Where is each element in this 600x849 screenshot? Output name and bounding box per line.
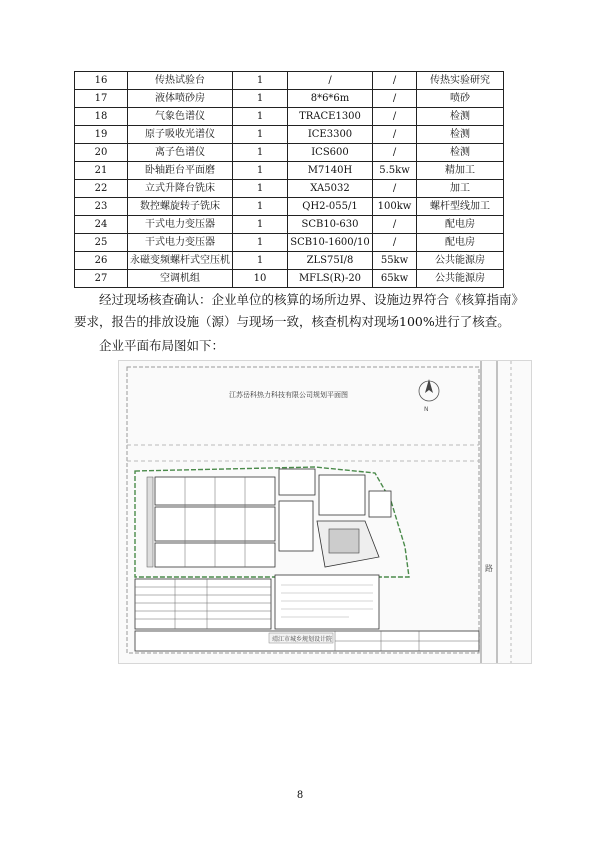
quantity-cell: 1 [233,126,288,144]
equipment-name-cell: 原子吸收光谱仪 [128,126,233,144]
row-number-cell: 20 [75,144,128,162]
purpose-cell: 公共能源房 [417,270,504,288]
quantity-cell: 1 [233,216,288,234]
table-row [75,180,504,198]
power-cell: / [373,126,417,144]
equipment-name-cell: 干式电力变压器 [128,234,233,252]
table-row [75,270,504,288]
row-number-cell: 22 [75,180,128,198]
row-number-cell: 24 [75,216,128,234]
purpose-cell: 传热实验研究 [417,72,504,90]
row-number-cell: 17 [75,90,128,108]
model-spec-cell: QH2-055/1 [288,198,373,216]
table-row [75,252,504,270]
equipment-table-body [75,72,504,288]
table-row [75,90,504,108]
model-spec-cell: ICS600 [288,144,373,162]
power-cell: 5.5kw [373,162,417,180]
site-plan-title: 江苏岳科热力科技有限公司规划平面图 [229,391,348,399]
quantity-cell: 1 [233,108,288,126]
equipment-name-cell: 立式升降台铣床 [128,180,233,198]
quantity-cell: 1 [233,234,288,252]
model-spec-cell: M7140H [288,162,373,180]
model-spec-cell: MFLS(R)-20 [288,270,373,288]
row-number-cell: 18 [75,108,128,126]
model-spec-cell: / [288,72,373,90]
model-spec-cell: SCB10-630 [288,216,373,234]
model-spec-cell: XA5032 [288,180,373,198]
row-number-cell: 25 [75,234,128,252]
power-cell: / [373,180,417,198]
page-number: 8 [296,790,304,801]
equipment-name-cell: 离子色谱仪 [128,144,233,162]
table-row [75,126,504,144]
equipment-name-cell: 卧轴距台平面磨 [128,162,233,180]
row-number-cell: 26 [75,252,128,270]
purpose-cell: 精加工 [417,162,504,180]
quantity-cell: 1 [233,252,288,270]
purpose-cell: 喷砂 [417,90,504,108]
model-spec-cell: 8*6*6m [288,90,373,108]
purpose-cell: 公共能源房 [417,252,504,270]
purpose-cell: 加工 [417,180,504,198]
power-cell: / [373,72,417,90]
quantity-cell: 1 [233,180,288,198]
equipment-name-cell: 液体喷砂房 [128,90,233,108]
purpose-cell: 螺杆型线加工 [417,198,504,216]
purpose-cell: 配电房 [417,216,504,234]
model-spec-cell: ZLS75I/8 [288,252,373,270]
verification-paragraph: 经过现场核查确认：企业单位的核算的场所边界、设施边界符合《核算指南》要求，报告的排放设施（源）与现场一致，核查机构对现场100%进行了核查。 [74,292,525,329]
row-number-cell: 27 [75,270,128,288]
table-row [75,162,504,180]
purpose-cell: 配电房 [417,234,504,252]
road-label: 路 [485,564,493,573]
purpose-cell: 检测 [417,126,504,144]
power-cell: / [373,90,417,108]
power-cell: / [373,234,417,252]
model-spec-cell: ICE3300 [288,126,373,144]
layout-intro-paragraph: 企业平面布局图如下： [99,338,225,353]
north-arrow-icon [419,379,439,401]
quantity-cell: 1 [233,72,288,90]
north-label: N [424,406,429,413]
equipment-name-cell: 气象色谱仪 [128,108,233,126]
model-spec-cell: TRACE1300 [288,108,373,126]
equipment-name-cell: 传热试验台 [128,72,233,90]
table-row [75,234,504,252]
quantity-cell: 1 [233,144,288,162]
equipment-table [74,71,504,288]
site-plan-figure [118,360,532,664]
equipment-name-cell: 空调机组 [128,270,233,288]
design-institute-stamp: 靖江市城乡规划设计院 [272,636,333,643]
equipment-name-cell: 干式电力变压器 [128,216,233,234]
quantity-cell: 1 [233,90,288,108]
equipment-name-cell: 数控螺旋转子铣床 [128,198,233,216]
power-cell: 55kw [373,252,417,270]
quantity-cell: 1 [233,198,288,216]
equipment-name-cell: 永磁变频螺杆式空压机 [128,252,233,270]
purpose-cell: 检测 [417,108,504,126]
table-row [75,144,504,162]
table-row [75,216,504,234]
model-spec-cell: SCB10-1600/10 [288,234,373,252]
row-number-cell: 23 [75,198,128,216]
table-row [75,198,504,216]
quantity-cell: 1 [233,162,288,180]
power-cell: 100kw [373,198,417,216]
power-cell: 65kw [373,270,417,288]
row-number-cell: 16 [75,72,128,90]
power-cell: / [373,108,417,126]
power-cell: / [373,144,417,162]
row-number-cell: 19 [75,126,128,144]
table-row [75,72,504,90]
power-cell: / [373,216,417,234]
quantity-cell: 10 [233,270,288,288]
table-row [75,108,504,126]
purpose-cell: 检测 [417,144,504,162]
row-number-cell: 21 [75,162,128,180]
